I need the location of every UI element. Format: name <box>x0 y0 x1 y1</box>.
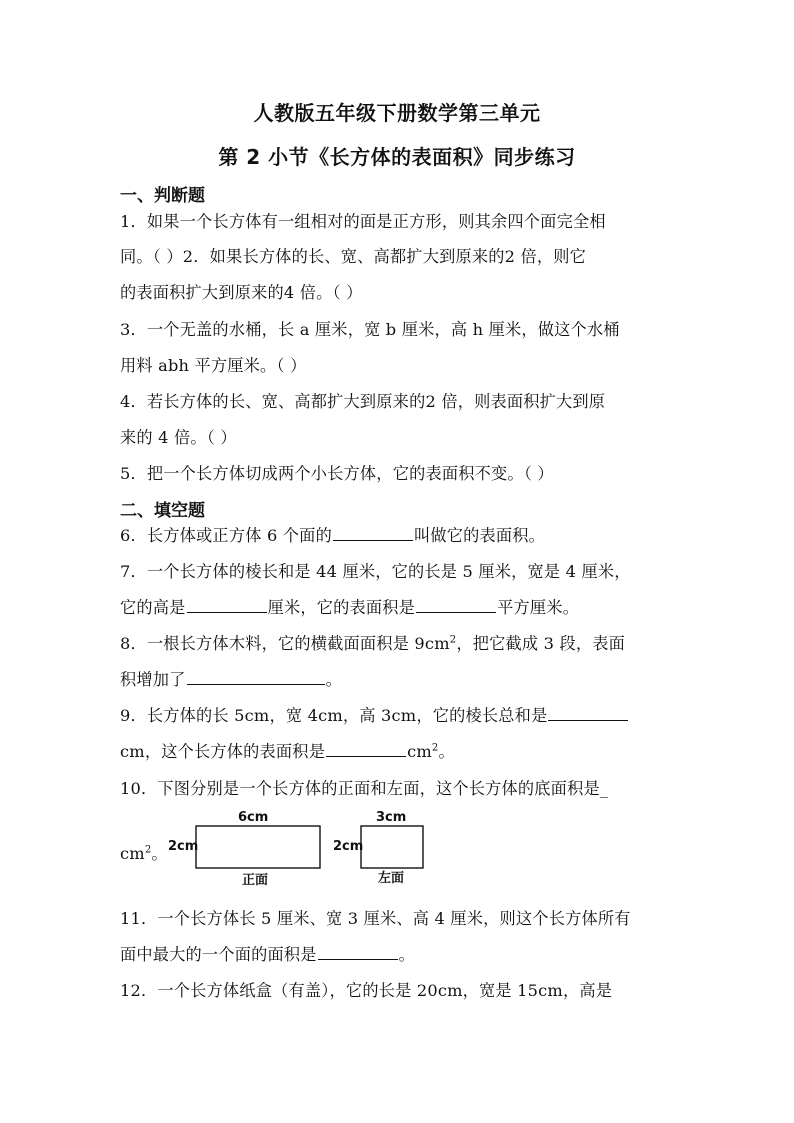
question-7-text-post: 平方厘米。 <box>497 598 579 617</box>
question-9-line-2 <box>120 738 680 762</box>
question-11-line-2 <box>120 941 680 965</box>
front-height-label: 2cm <box>168 839 199 854</box>
question-2-line-2: 的表面积扩大到原来的4 倍。（ ） <box>120 283 363 302</box>
front-caption: 正面 <box>242 873 269 886</box>
question-11-text-post: 。 <box>398 945 416 964</box>
left-height-label: 2cm <box>333 839 364 854</box>
question-10-unit: cm <box>120 844 145 863</box>
question-6-text-post: 叫做它的表面积。 <box>413 526 546 545</box>
answer-blank[interactable] <box>187 667 325 685</box>
question-7-line-2 <box>120 594 680 618</box>
section-heading-fill: 二、填空题 <box>120 501 205 521</box>
answer-blank[interactable] <box>548 703 628 721</box>
question-6-text-pre: 6．长方体或正方体 6 个面的 <box>120 526 332 545</box>
left-width-label: 3cm <box>376 810 407 825</box>
question-11-line-1: 11．一个长方体长 5 厘米、宽 3 厘米、高 4 厘米，则这个长方体所有 <box>120 909 631 928</box>
question-10-line-1: 10．下图分别是一个长方体的正面和左面，这个长方体的底面积是_ <box>120 779 609 798</box>
question-7-text-mid: 厘米，它的表面积是 <box>267 598 416 617</box>
question-4-line-2: 来的 4 倍。（ ） <box>120 428 237 447</box>
question-3-line-1: 3．一个无盖的水桶，长 a 厘米，宽 b 厘米，高 h 厘米，做这个水桶 <box>120 320 620 339</box>
front-width-label: 6cm <box>238 810 269 825</box>
question-10-line-2 <box>120 840 170 864</box>
question-8-text-post: ，把它截成 3 段，表面 <box>456 634 625 653</box>
question-5: 5．把一个长方体切成两个小长方体，它的表面积不变。（ ） <box>120 464 554 483</box>
answer-blank[interactable] <box>187 595 267 613</box>
question-8-line-1 <box>120 630 680 654</box>
superscript: 2 <box>144 844 152 856</box>
left-caption: 左面 <box>378 871 405 886</box>
question-8-line-2-post: 。 <box>325 670 342 689</box>
question-11-text-pre: 面中最大的一个面的面积是 <box>120 945 317 964</box>
question-3-line-2: 用料 abh 平方厘米。（ ） <box>120 356 307 375</box>
question-9-unit: cm <box>407 742 432 761</box>
question-9-line-2-pre: cm，这个长方体的表面积是 <box>120 742 326 761</box>
question-8-text-pre: 8．一根长方体木料，它的横截面面积是 9cm <box>120 634 450 653</box>
worksheet-title: 人教版五年级下册数学第三单元 <box>253 101 541 125</box>
question-9-text-pre: 9．长方体的长 5cm，宽 4cm，高 3cm，它的棱长总和是 <box>120 706 548 725</box>
question-7-text-pre: 它的高是 <box>120 598 186 617</box>
answer-blank[interactable] <box>416 595 496 613</box>
front-view-rect <box>196 826 320 868</box>
section-heading-judge: 一、判断题 <box>120 186 205 206</box>
answer-blank[interactable] <box>333 523 413 541</box>
worksheet-subtitle: 第 2 小节《长方体的表面积》同步练习 <box>218 145 576 169</box>
question-12-line-1: 12．一个长方体纸盒（有盖），它的长是 20cm，宽是 15cm，高是 <box>120 981 613 1000</box>
superscript: 2 <box>449 634 457 646</box>
answer-blank[interactable] <box>318 942 398 960</box>
question-1-line-2: 同。（ ）2．如果长方体的长、宽、高都扩大到原来的2 倍，则它 <box>120 247 587 266</box>
superscript: 2 <box>431 742 439 754</box>
answer-blank[interactable] <box>326 739 406 757</box>
cuboid-views-svg <box>166 806 446 886</box>
question-4-line-1: 4．若长方体的长、宽、高都扩大到原来的2 倍，则表面积扩大到原 <box>120 392 606 411</box>
question-8-line-2 <box>120 666 680 690</box>
question-6 <box>120 522 680 546</box>
left-view-rect <box>361 826 423 868</box>
question-9-line-1 <box>120 702 680 726</box>
cuboid-views-figure <box>166 806 446 886</box>
question-9-line-2-post: 。 <box>438 742 455 761</box>
question-10-line-2-post: 。 <box>151 844 168 863</box>
question-1-line-1: 1．如果一个长方体有一组相对的面是正方形，则其余四个面完全相 <box>120 212 606 231</box>
question-7-line-1: 7．一个长方体的棱长和是 44 厘米，它的长是 5 厘米，宽是 4 厘米， <box>120 562 631 581</box>
question-8-line-2-pre: 积增加了 <box>120 670 186 689</box>
